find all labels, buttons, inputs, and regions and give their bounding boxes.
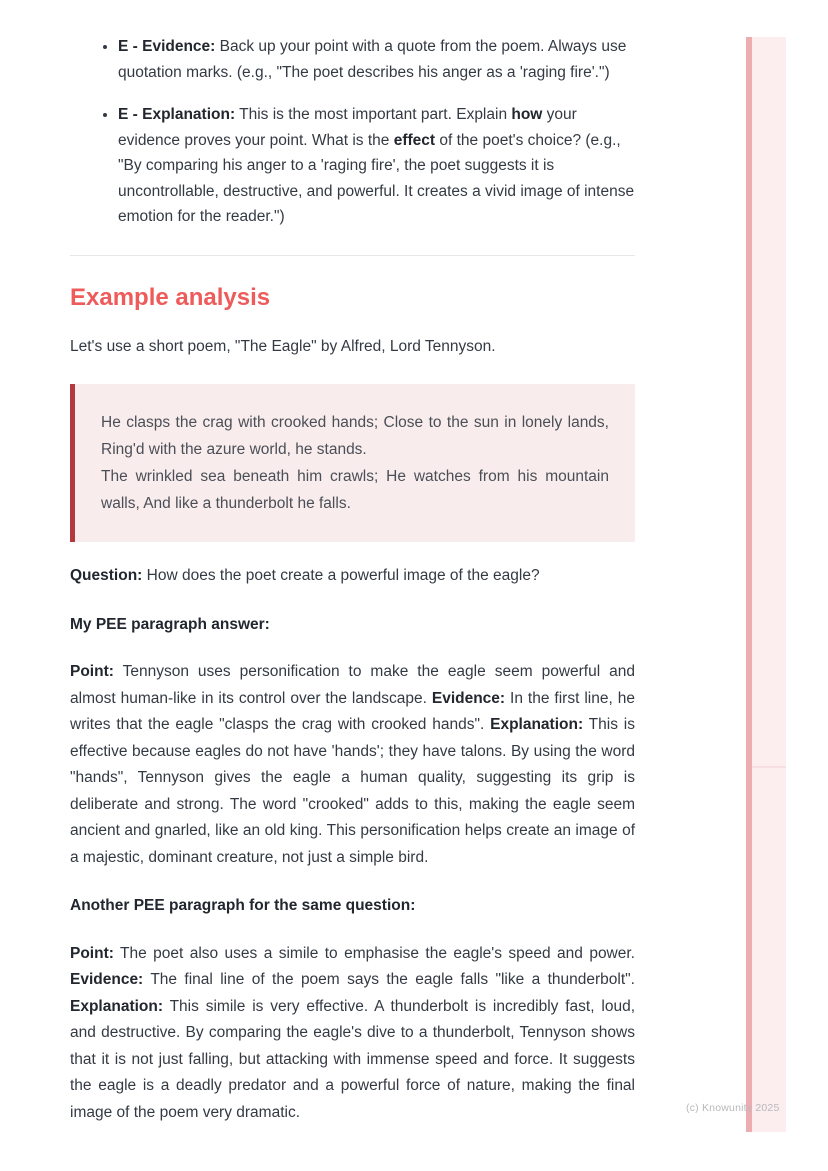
bullet-explanation-label: E - Explanation: [118, 106, 236, 123]
bullet-evidence [118, 34, 635, 85]
document-page [70, 34, 635, 1126]
bullet-explanation [118, 102, 635, 230]
poem-stanza-1: He clasps the crag with crooked hands; Close to the sun in lonely lands, Ring'd with the azure world, he stands. [101, 414, 609, 458]
intro-paragraph: Let's use a short poem, "The Eagle" by Alfred, Lord Tennyson. [70, 337, 496, 355]
pee2-explanation-label: Explanation: [70, 997, 164, 1015]
poem-blockquote [70, 384, 635, 542]
pee2-evidence-label: Evidence: [70, 971, 144, 988]
pee1-explanation-text: This is effective because eagles do not have 'hands'; they have talons. By using the word "hands", Tennyson gives the eagle a human quality, suggesting its grip is deliberate and strong. The word "crooked" adds to this, making the eagle seem ancient and gnarled, like an old king. This personification helps create an image of a majestic, dominant creature, not just a simple bird. [70, 716, 636, 866]
pee1-evidence-text: In the first line, he writes that the eagle "clasps the crag with crooked hands". [70, 689, 635, 733]
question-label: Question: [70, 567, 143, 584]
another-paragraph-heading: Another PEE paragraph for the same question: [70, 897, 416, 914]
bullet-explanation-text: of the poet's choice? (e.g., "By comparing his anger to a 'raging fire', the poet suggests it is uncontrollable, destructive, and powerful. It creates a vivid image of intense emotion for the reader.") [118, 131, 635, 225]
bullet-explanation-emphasis-how: how [511, 106, 543, 123]
question-paragraph [70, 563, 635, 590]
pee2-point-text: The poet also uses a simile to emphasise the eagle's speed and power. [113, 944, 635, 962]
highlight-bar-dark [746, 37, 752, 1132]
pee-bullet-list [70, 34, 635, 230]
pee2-explanation-text: This simile is very effective. A thunderbolt is incredibly fast, loud, and destructive. By comparing the eagle's dive to a thunderbolt, Tennyson shows that it is not just falling, but attacking with immense speed and force. It suggests the eagle is a deadly predator and a powerful force of nature, making the final image of the poem very dramatic. [70, 997, 635, 1121]
answer-heading: My PEE paragraph answer: [70, 615, 270, 633]
pee1-point-text: Tennyson uses personification to make the eagle seem powerful and almost human-like in its control over the landscape. [70, 663, 635, 707]
poem-stanza-2: The wrinkled sea beneath him crawls; He watches from his mountain walls, And like a thunderbolt he falls. [101, 468, 609, 512]
bullet-explanation-text: your evidence proves your point. What is the [118, 106, 577, 149]
bullet-explanation-text: This is the most important part. Explain [235, 106, 512, 123]
highlight-bar-seam [752, 766, 786, 768]
bullet-evidence-label: E - Evidence: [118, 38, 216, 55]
bullet-explanation-emphasis-effect: effect [393, 131, 436, 149]
pee-paragraph-1 [70, 659, 635, 871]
highlight-bar-light [752, 37, 786, 1132]
section-divider [70, 255, 635, 256]
pee-paragraph-2 [70, 941, 635, 1127]
pee1-evidence-label: Evidence: [431, 689, 506, 707]
bullet-evidence-text: Back up your point with a quote from the poem. Always use quotation marks. (e.g., "The poet describes his anger as a 'raging fire'.") [118, 38, 627, 81]
copyright-note: (c) Knowunity 2025 [686, 1102, 780, 1114]
pee1-point-label: Point: [70, 663, 114, 680]
section-heading-example-analysis: Example analysis [70, 283, 271, 311]
pee2-point-label: Point: [70, 944, 114, 962]
question-text: How does the poet create a powerful image of the eagle? [142, 567, 540, 584]
pee1-explanation-label: Explanation: [490, 716, 584, 733]
pee2-evidence-text: The final line of the poem says the eagle falls "like a thunderbolt". [143, 971, 635, 988]
